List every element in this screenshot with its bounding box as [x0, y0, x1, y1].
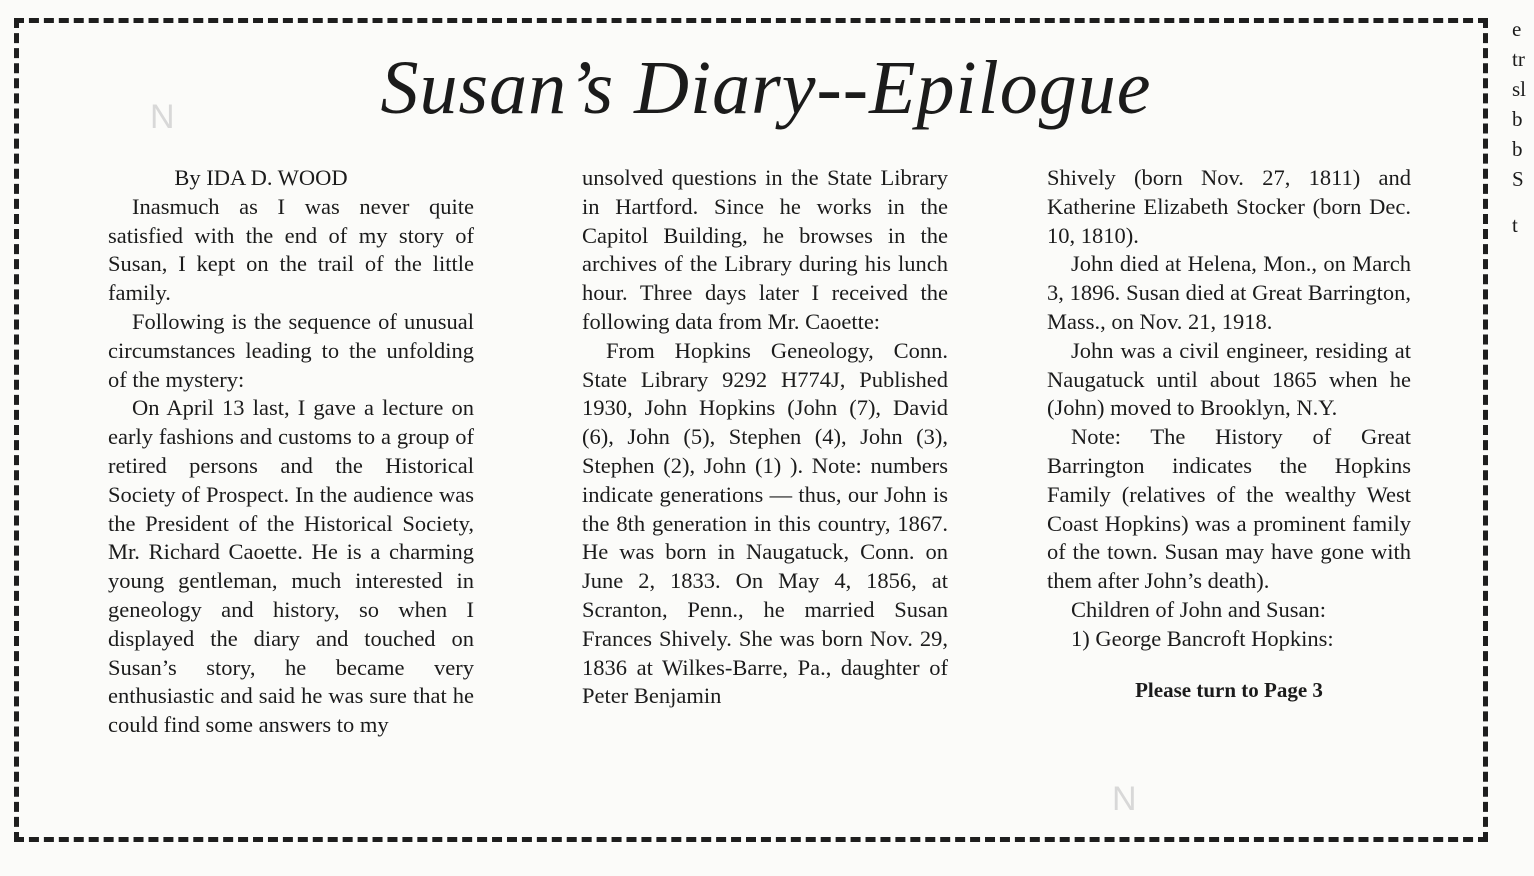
paragraph: Note: The History of Great Barrington indicates the Hopkins Family (relatives of the wealthy West Coast Hopkins) was a prominent family of the town. Susan may have gone with them after John’s death). — [1047, 424, 1411, 594]
continuation-note: Please turn to Page 3 — [1135, 677, 1323, 702]
byline: By IDA D. WOOD — [174, 165, 348, 190]
article-column-1 — [108, 164, 474, 740]
paragraph: From Hopkins Geneology, Conn. State Library 9292 H774J, Published 1930, John Hopkins (John (7), David (6), John (5), Stephen (4), John (3), Stephen (2), John (1) ). Note: numbers indicate generations — thus, our John is the 8th generation in this country, 1867. He was born in Naugatuck, Conn. on June 2, 1833. On May 4, 1856, at Scranton, Penn., he married Susan Frances Shively. She was born Nov. 29, 1836 at Wilkes-Barre, Pa., daughter of Peter Benjamin — [582, 337, 948, 709]
fragment-line: b — [1512, 137, 1523, 161]
paragraph: Shively (born Nov. 27, 1811) and Katherine Elizabeth Stocker (born Dec. 10, 1810). — [1047, 165, 1411, 248]
fragment-line: tr — [1512, 47, 1525, 71]
fragment-line: sl — [1512, 77, 1527, 101]
paragraph: Inasmuch as I was never quite satisfied with the end of my story of Susan, I kept on the trail of the little family. — [108, 193, 474, 306]
fragment-line: e — [1512, 17, 1522, 41]
article-column-2 — [582, 164, 948, 711]
paragraph: Children of John and Susan: — [1071, 596, 1326, 622]
watermark-mark: N — [150, 98, 175, 136]
article-column-3 — [1047, 164, 1411, 704]
paragraph: 1) George Bancroft Hopkins: — [1071, 625, 1334, 651]
watermark-mark: N — [1112, 780, 1137, 818]
adjacent-column-fragment — [1512, 14, 1534, 237]
paragraph: John died at Helena, Mon., on March 3, 1896. Susan died at Great Barrington, Mass., on Nov. 21, 1918. — [1047, 251, 1411, 334]
fragment-line: S — [1512, 167, 1524, 191]
article-title: Susan’s Diary--Epilogue — [380, 46, 1152, 130]
paragraph: unsolved questions in the State Library in Hartford. Since he works in the Capitol Building, he browses in the archives of the Library during his lunch hour. Three days later I received the following data from Mr. Caoette: — [582, 165, 948, 334]
fragment-line: b — [1512, 107, 1523, 131]
paragraph: Following is the sequence of unusual circumstances leading to the unfolding of the mystery: — [108, 308, 474, 392]
paragraph: On April 13 last, I gave a lecture on early fashions and customs to a group of retired persons and the Historical Society of Prospect. In the audience was the President of the Historical Society, Mr. Richard Caoette. He is a charming young gentleman, much interested in geneology and history, so when I displayed the diary and touched on Susan’s story, he became very enthusiastic and said he was sure that he could find some answers to my — [108, 395, 474, 738]
paragraph: John was a civil engineer, residing at Naugatuck until about 1865 when he (John) moved to Brooklyn, N.Y. — [1047, 337, 1411, 421]
fragment-line: t — [1512, 213, 1518, 237]
